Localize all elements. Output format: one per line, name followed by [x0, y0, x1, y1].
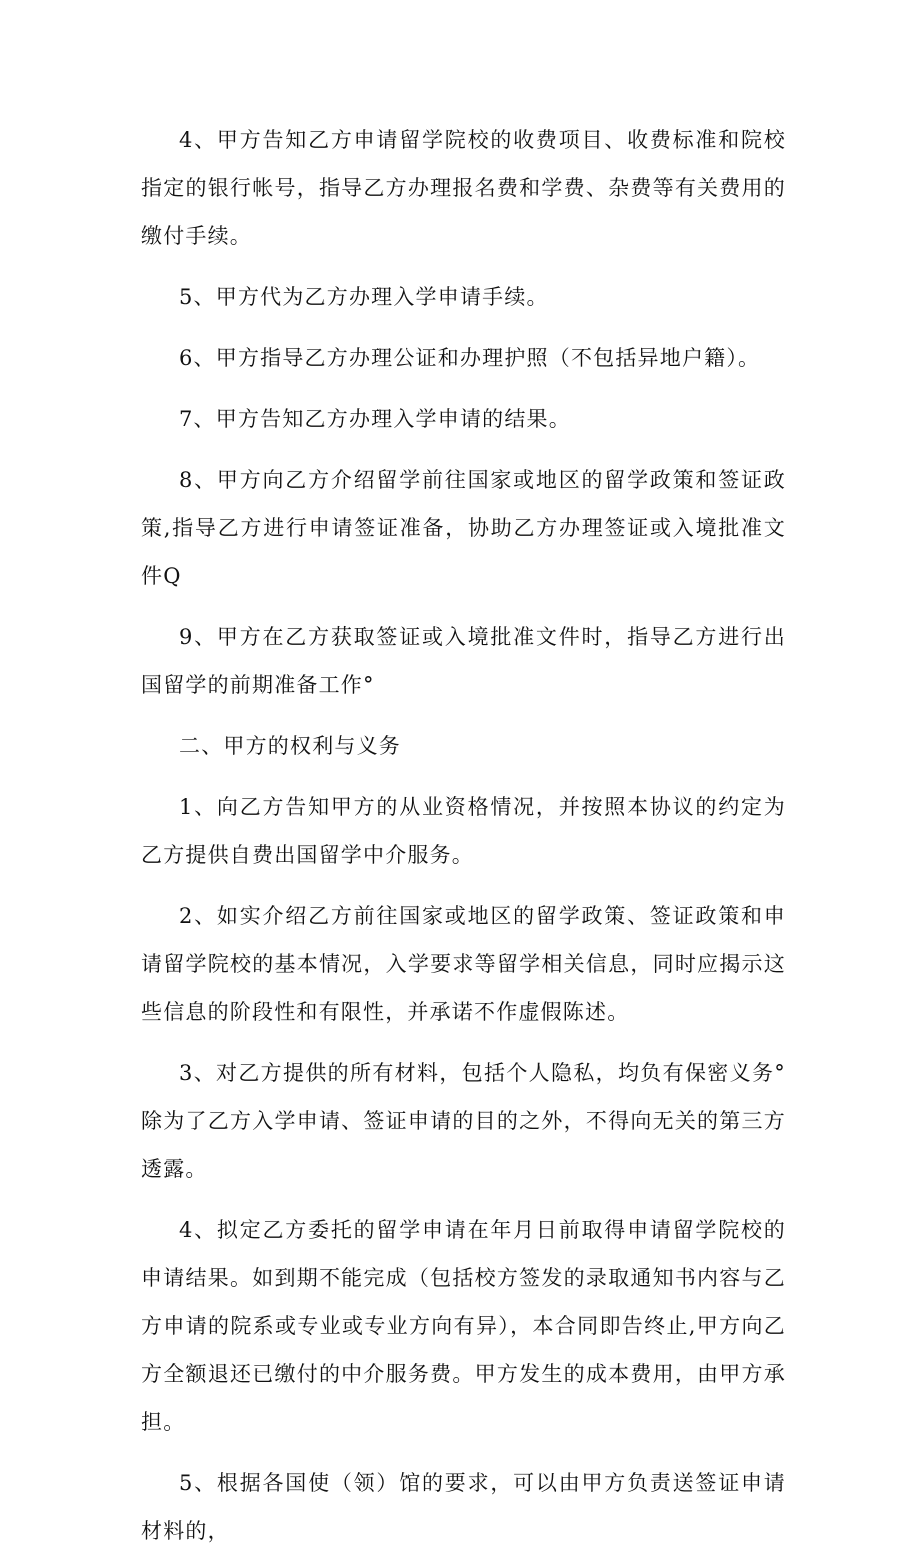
- paragraph-duty-3-confidentiality: 3、对乙方提供的所有材料，包括个人隐私，均负有保密义务°除为了乙方入学申请、签证申请的目的之外，不得向无关的第三方透露。: [141, 1061, 786, 1181]
- paragraph-duty-5-visa-submission: 5、根据各国使（领）馆的要求，可以由甲方负责送签证申请材料的，: [141, 1471, 786, 1543]
- paragraph-clause-5-enrollment: 5、甲方代为乙方办理入学申请手续。: [179, 285, 549, 309]
- paragraph-duty-2-introduction: 2、如实介绍乙方前往国家或地区的留学政策、签证政策和申请留学院校的基本情况，入学要求等留学相关信息，同时应揭示这些信息的阶段性和有限性，并承诺不作虚假陈述。: [141, 904, 786, 1024]
- paragraph-clause-4-fees: 4、甲方告知乙方申请留学院校的收费项目、收费标准和院校指定的银行帐号，指导乙方办理报名费和学费、杂费等有关费用的缴付手续。: [141, 128, 786, 248]
- paragraph-duty-1-qualification: 1、向乙方告知甲方的从业资格情况，并按照本协议的约定为乙方提供自费出国留学中介服务。: [141, 795, 786, 867]
- paragraph-duty-4-deadline: 4、拟定乙方委托的留学申请在年月日前取得申请留学院校的申请结果。如到期不能完成（包括校方签发的录取通知书内容与乙方申请的院系或专业或专业方向有异），本合同即告终止,甲方向乙方全额退还已缴付的中介服务费。甲方发生的成本费用，由甲方承担。: [141, 1218, 786, 1434]
- paragraph-clause-7-result: 7、甲方告知乙方办理入学申请的结果。: [179, 407, 571, 431]
- document-body: [141, 116, 786, 1568]
- paragraph-clause-8-visa-policy: 8、甲方向乙方介绍留学前往国家或地区的留学政策和签证政策,指导乙方进行申请签证准备，协助乙方办理签证或入境批准文件Q: [141, 468, 786, 588]
- paragraph-clause-6-notary-passport: 6、甲方指导乙方办理公证和办理护照（不包括异地户籍）。: [179, 346, 761, 370]
- paragraph-clause-9-preparation: 9、甲方在乙方获取签证或入境批准文件时，指导乙方进行出国留学的前期准备工作°: [141, 625, 786, 697]
- section-heading-rights-obligations: 二、甲方的权利与义务: [179, 734, 401, 758]
